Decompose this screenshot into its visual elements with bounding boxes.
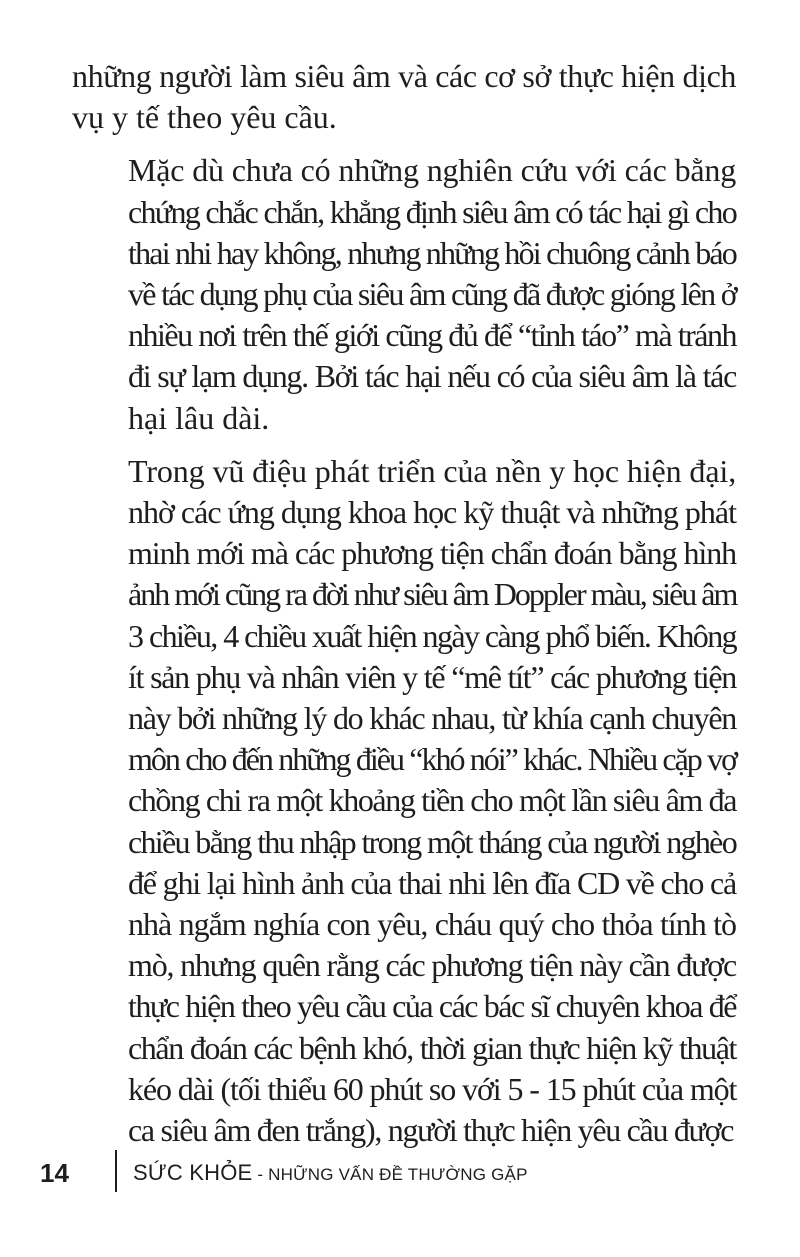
paragraph bbox=[72, 150, 736, 438]
text-line: kéo dài (tối thiểu 60 phút so với 5 - 15 phút của một bbox=[128, 1070, 737, 1107]
text-line: đi sự lạm dụng. Bởi tác hại nếu có của siêu âm là tác bbox=[128, 358, 736, 395]
footer-divider bbox=[115, 1150, 117, 1192]
text-line: Mặc dù chưa có những nghiên cứu với các bằng bbox=[128, 152, 736, 189]
text-line: hại lâu dài. bbox=[128, 399, 270, 436]
text-line: ca siêu âm đen trắng), người thực hiện yêu cầu được bbox=[128, 1112, 734, 1149]
body-text bbox=[72, 56, 736, 1163]
text-line: về tác dụng phụ của siêu âm cũng đã được gióng lên ở bbox=[128, 276, 736, 313]
paragraph bbox=[72, 56, 736, 138]
text-line: chứng chắc chắn, khẳng định siêu âm có tác hại gì cho bbox=[128, 193, 736, 230]
text-line: vụ y tế theo yêu cầu. bbox=[72, 99, 337, 136]
paragraph bbox=[72, 451, 736, 1151]
text-line: những người làm siêu âm và các cơ sở thực hiện dịch bbox=[72, 58, 736, 94]
text-line: môn cho đến những điều “khó nói” khác. Nhiều cặp vợ bbox=[128, 741, 736, 778]
running-head-title: SỨC KHỎE bbox=[133, 1160, 253, 1185]
text-line: nhà ngắm nghía con yêu, cháu quý cho thỏa tính tò bbox=[128, 906, 736, 943]
text-line: minh mới mà các phương tiện chẩn đoán bằng hình bbox=[128, 535, 736, 572]
running-head bbox=[133, 1160, 528, 1186]
page-number: 14 bbox=[40, 1158, 69, 1188]
running-head-subtitle: - NHỮNG VẤN ĐỀ THƯỜNG GẶP bbox=[252, 1165, 528, 1184]
text-line: nhiều nơi trên thế giới cũng đủ để “tỉnh táo” mà tránh bbox=[128, 317, 736, 354]
text-line: ảnh mới cũng ra đời như siêu âm Doppler màu, siêu âm bbox=[128, 576, 737, 613]
page-footer bbox=[0, 1150, 800, 1200]
text-line: thai nhi hay không, nhưng những hồi chuông cảnh báo bbox=[128, 234, 736, 271]
text-line: chẩn đoán các bệnh khó, thời gian thực hiện kỹ thuật bbox=[128, 1029, 736, 1066]
text-line: mò, nhưng quên rằng các phương tiện này cần được bbox=[128, 947, 736, 984]
text-line: chiều bằng thu nhập trong một tháng của người nghèo bbox=[128, 823, 736, 860]
text-line: ít sản phụ và nhân viên y tế “mê tít” các phương tiện bbox=[128, 658, 736, 695]
text-line: Trong vũ điệu phát triển của nền y học hiện đại, bbox=[128, 452, 737, 489]
text-line: 3 chiều, 4 chiều xuất hiện ngày càng phổ biến. Không bbox=[128, 617, 736, 654]
text-line: chồng chi ra một khoảng tiền cho một lần siêu âm đa bbox=[128, 782, 736, 819]
text-line: thực hiện theo yêu cầu của các bác sĩ chuyên khoa để bbox=[128, 988, 736, 1025]
text-line: để ghi lại hình ảnh của thai nhi lên đĩa CD về cho cả bbox=[128, 864, 736, 901]
text-line: này bởi những lý do khác nhau, từ khía cạnh chuyên bbox=[128, 700, 736, 737]
text-line: nhờ các ứng dụng khoa học kỹ thuật và những phát bbox=[128, 494, 736, 531]
